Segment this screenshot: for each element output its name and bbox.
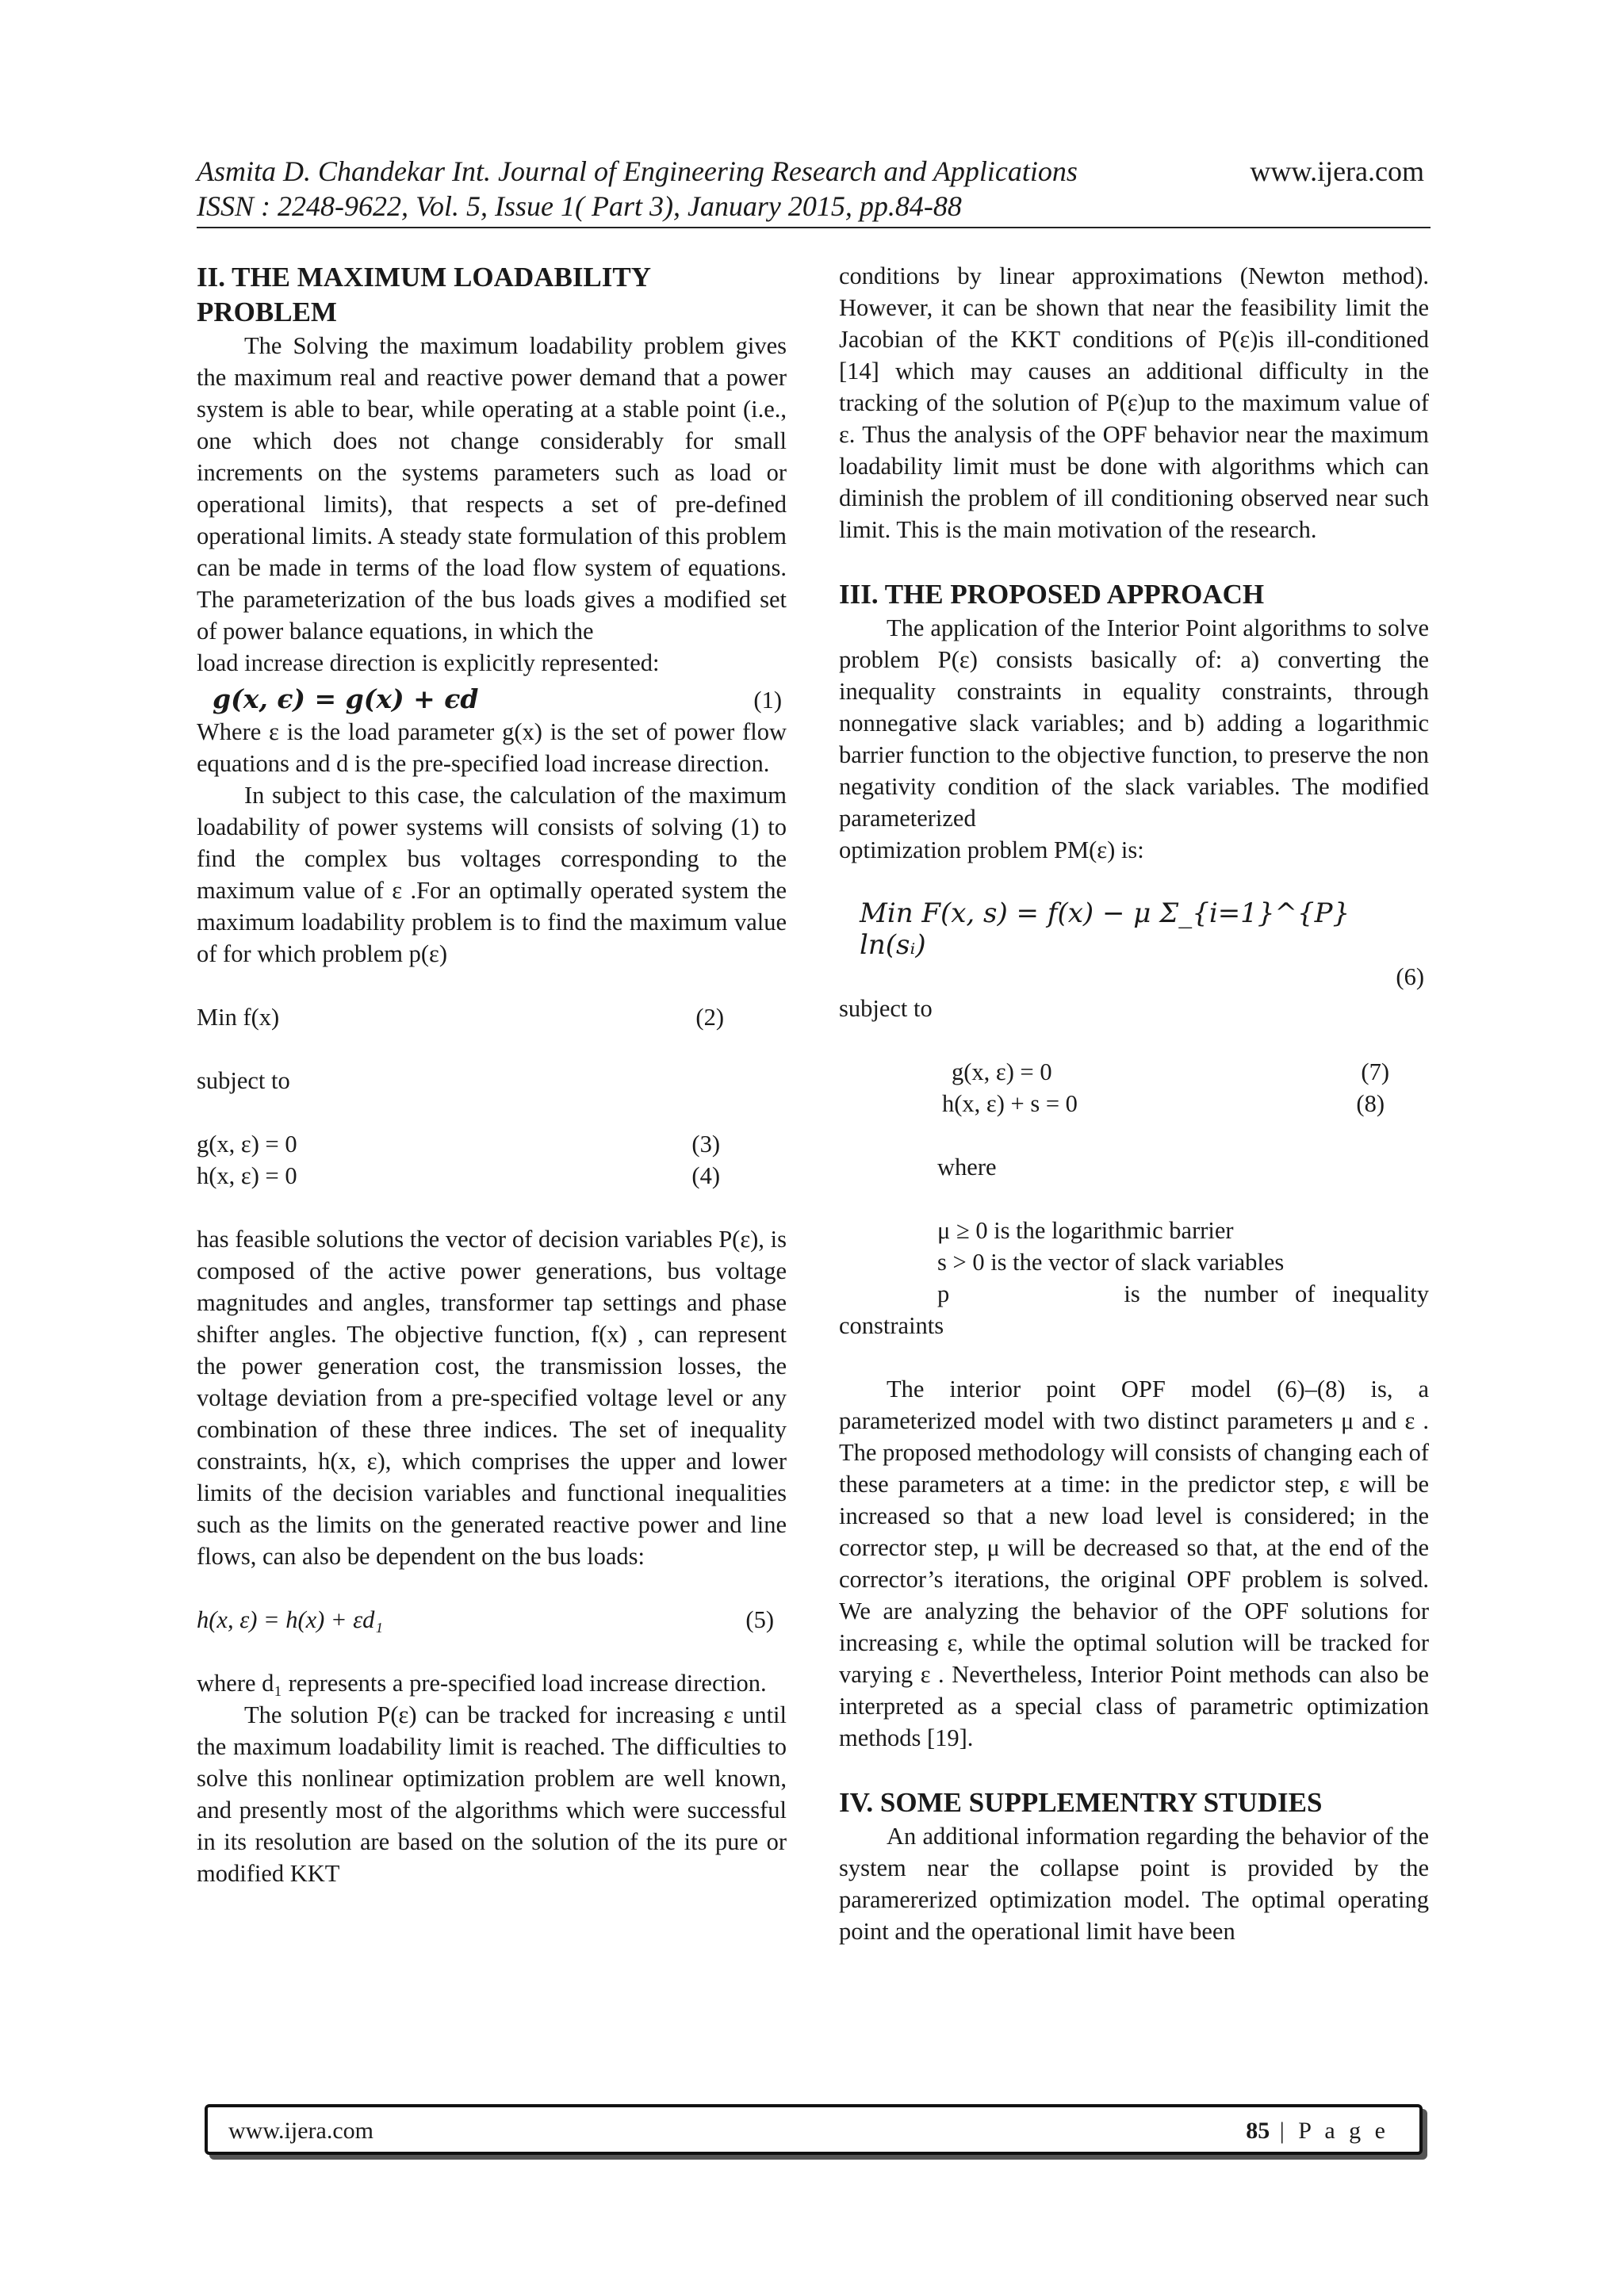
paragraph-interior-point-opf: The interior point OPF model (6)–(8) is, a parameterized model with two distinct parameters μ and ε . The proposed methodology will consists of changing each of these parameters at a time: in the predictor step, ε will be increased so that a new load level is considered; in the corrector step, μ will be decreased so that, at the end of the corrector’s iterations, the original OPF problem is solved. We are analyzing the behavior of the OPF solutions for increasing ε, while the optimal solution will be tracked for varying ε . Nevertheless, Interior Point methods can also be interpreted as a special class of parametric optimization methods [19]. xyxy=(839,1376,1429,1751)
subject-to-label-right: subject to xyxy=(839,995,933,1022)
equation-2-number: (2) xyxy=(695,1004,724,1031)
page-label: | P a g e xyxy=(1270,2118,1389,2144)
equation-6-number: (6) xyxy=(1396,963,1424,990)
definition-p-symbol: p xyxy=(937,1280,950,1307)
equation-1-number: (1) xyxy=(753,687,782,714)
paragraph-maximum-loadability: In subject to this case, the calculation of the maximum loadability of power systems will consists of solving (1) to find the complex bus voltages corresponding to the maximum value of ε .For an optimally operated system the maximum loadability problem is to find the maximum value of for which problem p(ε) xyxy=(197,782,787,967)
definition-mu: μ ≥ 0 is the logarithmic barrier xyxy=(937,1217,1234,1244)
page-footer xyxy=(205,2104,1423,2155)
equation-5: h(x, ε) = h(x) + εd₁ xyxy=(197,1606,384,1633)
equation-2-row xyxy=(197,1001,724,1033)
paragraph-load-parameter: Where ε is the load parameter g(x) is the set of power flow equations and d is the pre-specified load increase direction. xyxy=(197,718,787,777)
header-divider xyxy=(197,227,1431,228)
where-label: where xyxy=(937,1154,997,1181)
equation-8: h(x, ε) + s = 0 xyxy=(942,1090,1078,1117)
paragraph-load-increase-direction: where d₁ represents a pre-specified load increase direction. xyxy=(197,1670,767,1697)
paragraph-decision-variables: has feasible solutions the vector of decision variables P(ε), is composed of the active power generations, bus voltage magnitudes and angles, transformer tap settings and phase shifter angles. The objective function, f(x) , can represent the power generation cost, the transmission losses, the voltage deviation from a pre-specified voltage level or any combination of these three indices. The set of inequality constraints, h(x, ε), which comprises the upper and lower limits of the decision variables and functional inequalities such as the limits on the generated reactive power and line flows, can also be dependent on the bus loads: xyxy=(197,1226,787,1570)
journal-citation-line1: Asmita D. Chandekar Int. Journal of Engineering Research and Applications xyxy=(197,155,1078,187)
journal-citation-line2: ISSN : 2248-9622, Vol. 5, Issue 1( Part 3), January 2015, pp.84-88 xyxy=(197,190,962,222)
subject-to-label: subject to xyxy=(197,1067,290,1094)
equation-7-number: (7) xyxy=(1361,1058,1389,1085)
equation-1: g(x, ϵ) = g(x) + ϵd xyxy=(213,683,479,714)
section-heading-2-line2: PROBLEM xyxy=(197,297,337,327)
left-column xyxy=(197,260,787,1889)
paragraph-load-direction: load increase direction is explicitly represented: xyxy=(197,649,660,676)
equation-5-row xyxy=(197,1604,774,1636)
definition-p-text: is the number of inequality xyxy=(1124,1280,1429,1307)
equation-4: h(x, ε) = 0 xyxy=(197,1162,297,1189)
footer-website[interactable]: www.ijera.com xyxy=(228,2118,373,2144)
equation-5-number: (5) xyxy=(745,1606,774,1633)
equation-4-row xyxy=(197,1160,720,1192)
definition-s: s > 0 is the vector of slack variables xyxy=(937,1249,1285,1276)
equation-4-number: (4) xyxy=(691,1162,720,1189)
equation-7-row xyxy=(839,1056,1389,1088)
section-heading-4: IV. SOME SUPPLEMENTRY STUDIES xyxy=(839,1787,1323,1818)
equation-8-number: (8) xyxy=(1356,1090,1385,1117)
equation-3-number: (3) xyxy=(691,1131,720,1158)
equation-6: Min F(x, s) = f(x) − μ Σ_{i=1}^{P} ln(sᵢ) xyxy=(860,897,1350,961)
equation-3-row xyxy=(197,1128,720,1160)
paragraph-modified-problem: optimization problem PM(ε) is: xyxy=(839,836,1144,863)
equation-6-row xyxy=(839,897,1429,993)
definition-p-row xyxy=(839,1278,1429,1310)
paragraph-kkt-conditions: conditions by linear approximations (Newton method). However, it can be shown that near the feasibility limit the Jacobian of the KKT conditions of P(ε)is ill-conditioned [14] which may causes an additional difficulty in the tracking of the solution of P(ε)up to the maximum value of ε. Thus the analysis of the OPF behavior near the maximum loadability limit must be done with algorithms which can diminish the problem of ill conditioning observed near such limit. This is the main motivation of the research. xyxy=(839,262,1429,543)
section-heading-3: III. THE PROPOSED APPROACH xyxy=(839,579,1265,610)
footer-page-number xyxy=(1246,2115,1389,2147)
equation-1-row xyxy=(197,683,787,716)
definition-p-continuation: constraints xyxy=(839,1312,944,1339)
equation-2: Min f(x) xyxy=(197,1004,280,1031)
paragraph-loadability-intro: The Solving the maximum loadability problem gives the maximum real and reactive power demand that a power system is able to bear, while operating at a stable point (i.e., one which does not change considerably for small increments on the systems parameters such as load or operational limits), that respects a set of pre-defined operational limits. A steady state formulation of this problem can be made in terms of the load flow system of equations. The parameterization of the bus loads gives a modified set of power balance equations, in which the xyxy=(197,332,787,645)
equation-3: g(x, ε) = 0 xyxy=(197,1131,297,1158)
equation-8-row xyxy=(839,1088,1385,1119)
equation-7: g(x, ε) = 0 xyxy=(952,1058,1052,1085)
header-website[interactable]: www.ijera.com xyxy=(1250,155,1424,187)
paragraph-tracking-solution: The solution P(ε) can be tracked for increasing ε until the maximum loadability limit is reached. The difficulties to solve this nonlinear optimization problem are well known, and presently most of the algorithms which were successful in its resolution are based on the solution of the its pure or modified KKT xyxy=(197,1701,787,1887)
right-column xyxy=(839,260,1429,1947)
paragraph-supplementary: An additional information regarding the behavior of the system near the collapse point is provided by the paramererized optimization model. The optimal operating point and the operational limit have been xyxy=(839,1823,1429,1945)
page-number: 85 xyxy=(1246,2118,1270,2144)
section-heading-2-line1: II. THE MAXIMUM LOADABILITY xyxy=(197,262,652,293)
paragraph-interior-point: The application of the Interior Point algorithms to solve problem P(ε) consists basically of: a) converting the inequality constraints in equality constraints, through nonnegative slack variables; and b) adding a logarithmic barrier function to the objective function, to preserve the non negativity condition of the slack variables. The modified parameterized xyxy=(839,614,1429,832)
